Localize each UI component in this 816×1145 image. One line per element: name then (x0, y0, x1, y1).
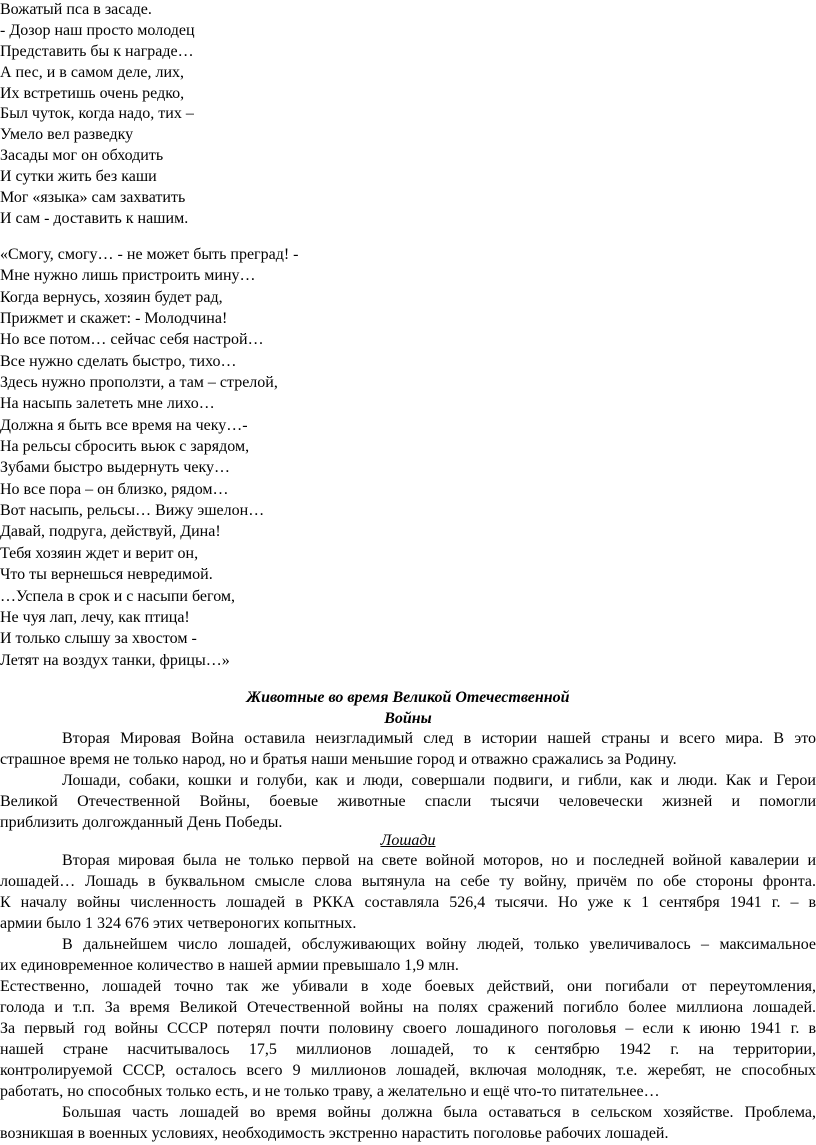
poem-part-1 (0, 0, 195, 230)
poem-line: Все нужно сделать быстро, тихо… (0, 352, 237, 370)
poem-line: Засады мог он обходить (0, 147, 164, 165)
article-title (0, 687, 816, 729)
poem-line: «Смогу, смогу… - не может быть преград! - (0, 246, 299, 263)
paragraph-line: лошадей… Лошадь в буквальном смысле слова вытянула на себе ту войну, причём по обе стороны фронта. (0, 872, 816, 890)
horses-paragraph-3 (0, 977, 816, 1102)
poem-line: А пес, и в самом деле, лих, (0, 63, 185, 81)
paragraph-line: приблизить долгожданный День Победы. (0, 813, 283, 831)
poem-line: Зубами быстро выдернуть чеку… (0, 459, 231, 477)
poem-line: Давай, подруга, действуй, Дина! (0, 523, 221, 541)
paragraph-line: Великой Отечественной Войны, боевые животные спасли тысячи человечески жизней и помогли (0, 792, 816, 810)
article-title-line1: Животные во время Великой Отечественной (246, 689, 570, 706)
poem-line: Но все пора – он близко, рядом… (0, 480, 229, 498)
poem-line: Что ты вернешься невредимой. (0, 566, 213, 584)
poem-line: Их встретишь очень редко, (0, 84, 185, 102)
poem-line: И сам - доставить к нашим. (0, 209, 189, 227)
poem-line: Был чуток, когда надо, тих – (0, 105, 194, 123)
poem-line: Не чуя лап, лечу, как птица! (0, 608, 190, 626)
horses-paragraph-4 (0, 1103, 816, 1145)
section-title-horses: Лошади (380, 832, 436, 849)
poem-line: На насыпь залететь мне лихо… (0, 395, 215, 413)
paragraph-line: нашей стране насчитывалось 17,5 миллионов лошадей, то к сентябрю 1942 г. на территории, (0, 1040, 816, 1058)
poem-line: Прижмет и скажет: - Молодчина! (0, 310, 228, 328)
poem-line: Представить бы к награде… (0, 42, 194, 60)
paragraph-line: армии было 1 324 676 этих четвероногих копытных. (0, 914, 357, 932)
poem-line: На рельсы сбросить вьюк с зарядом, (0, 438, 250, 456)
paragraph-line: В дальнейшем число лошадей, обслуживающих войну людей, только увеличивалось – максимальное (62, 936, 816, 953)
paragraph-line: Лошади, собаки, кошки и голуби, как и люди, совершали подвиги, и гибли, как и люди. Как и Герои (62, 772, 816, 789)
poem-line: Когда вернусь, хозяин будет рад, (0, 288, 223, 306)
paragraph-line: работать, но способных только есть, и не только траву, а желательно и ещё что-то питательнее… (0, 1082, 660, 1100)
poem-part-2 (0, 244, 299, 671)
poem-line: - Дозор наш просто молодец (0, 21, 195, 39)
paragraph-line: За первый год войны СССР потерял почти половину своего лошадиного поголовья – если к июню 1941 г. в (0, 1019, 816, 1037)
poem-line: Должна я быть все время на чеку…- (0, 416, 248, 434)
paragraph-line: Естественно, лошадей точно так же убивали в ходе боевых действий, они погибали от переутомления, (0, 978, 816, 995)
article-title-line2: Войны (384, 710, 432, 727)
poem-line: И сутки жить без каши (0, 168, 157, 186)
paragraph-line: страшное время не только народ, но и братья наши меньшие город и отважно сражались за Родину. (0, 750, 677, 768)
poem-line: …Успела в срок и с насыпи бегом, (0, 587, 236, 605)
poem-line: Вот насыпь, рельсы… Вижу эшелон… (0, 502, 265, 520)
horses-paragraph-2 (0, 935, 816, 977)
paragraph-line: Вторая Мировая Война оставила неизгладимый след в истории нашей страны и всего мира. В это (62, 730, 816, 747)
horses-paragraph-1 (0, 851, 816, 935)
intro-paragraph-2 (0, 771, 816, 834)
paragraph-line: возникшая в военных условиях, необходимость экстренно нарастить поголовье рабочих лошадей. (0, 1124, 669, 1142)
intro-paragraph-1 (0, 729, 816, 771)
poem-line: Тебя хозяин ждет и верит он, (0, 544, 199, 562)
poem-line: Мне нужно лишь пристроить мину… (0, 267, 256, 285)
paragraph-line: контролируемой СССР, осталось всего 9 миллионов лошадей, включая молодняк, т.е. жеребят, не способных (0, 1061, 816, 1079)
poem-line: Но все потом… сейчас себя настрой… (0, 331, 264, 349)
paragraph-line: их единовременное количество в нашей армии превышало 1,9 млн. (0, 956, 459, 974)
poem-line: Здесь нужно проползти, а там – стрелой, (0, 374, 278, 392)
poem-line: И только слышу за хвостом - (0, 630, 197, 648)
poem-line: Летят на воздух танки, фрицы…» (0, 651, 230, 669)
paragraph-line: Большая часть лошадей во время войны должна была оставаться в сельском хозяйстве. Проблема, (62, 1104, 816, 1121)
poem-line: Умело вел разведку (0, 126, 134, 144)
paragraph-line: Вторая мировая была не только первой на свете войной моторов, но и последней войной кавалерии и (62, 852, 816, 869)
poem-line: Вожатый пса в засаде. (0, 1, 152, 18)
paragraph-line: К началу войны численность лошадей в РККА составляла 526,4 тысячи. Но уже к 1 сентября 1941 г. – в (0, 893, 816, 911)
paragraph-line: голода и т.п. За время Великой Отечественной войны на полях сражений погибло более миллиона лошадей. (0, 998, 816, 1016)
poem-line: Мог «языка» сам захватить (0, 189, 186, 207)
